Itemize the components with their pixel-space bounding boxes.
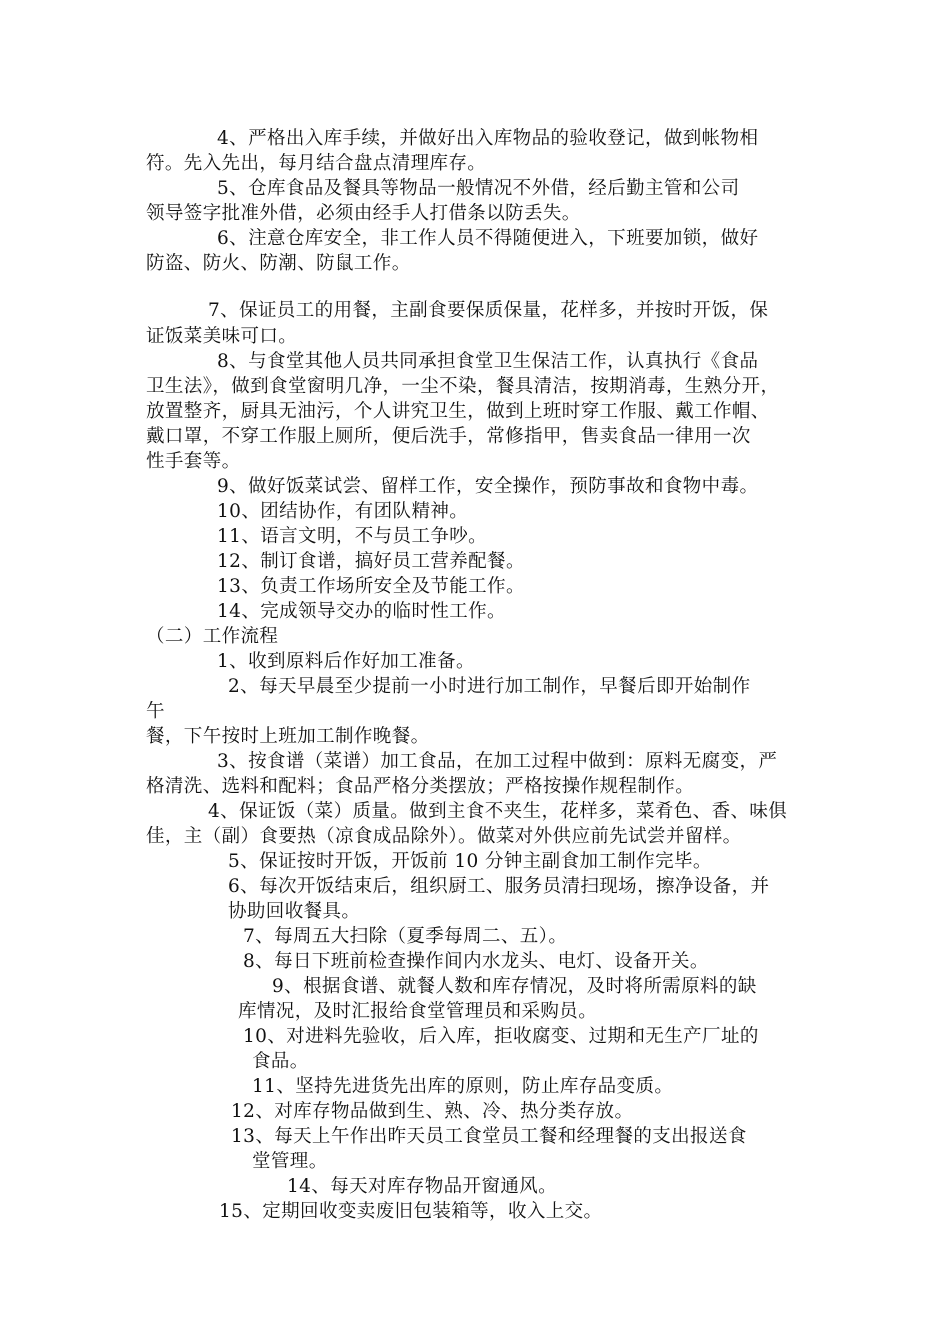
text-line: 戴口罩，不穿工作服上厕所，便后洗手，常修指甲，售卖食品一律用一次 [146,426,751,447]
text-line: 12、制订食谱，搞好员工营养配餐。 [217,551,525,572]
text-line: 9、做好饭菜试尝、留样工作，安全操作，预防事故和食物中毒。 [217,476,759,497]
text-line: 10、团结协作，有团队精神。 [217,501,469,522]
text-line: 11、坚持先进货先出库的原则，防止库存品变质。 [252,1076,674,1097]
text-line: 格清洗、选料和配料；食品严格分类摆放；严格按操作规程制作。 [146,776,695,797]
text-line: 8、每日下班前检查操作间内水龙头、电灯、设备开关。 [243,951,709,972]
text-line: 卫生法》，做到食堂窗明几净，一尘不染，餐具清洁，按期消毒，生熟分开， [146,376,780,397]
text-line: 佳，主（副）食要热（凉食成品除外）。做菜对外供应前先试尝并留样。 [146,826,742,847]
text-line: 7、保证员工的用餐，主副食要保质保量，花样多，并按时开饭，保 [208,300,769,321]
text-line: 午 [146,701,165,722]
text-line: 2、每天早晨至少提前一小时进行加工制作，早餐后即开始制作 [228,676,751,697]
text-line: 防盗、防火、防潮、防鼠工作。 [146,253,411,274]
text-line: 10、对进料先验收，后入库，拒收腐变、过期和无生产厂址的 [243,1026,759,1047]
text-line: 符。先入先出，每月结合盘点清理库存。 [146,153,487,174]
text-line: 证饭菜美味可口。 [146,326,298,347]
text-line: 4、严格出入库手续，并做好出入库物品的验收登记，做到帐物相 [217,128,759,149]
text-line: 堂管理。 [252,1151,328,1172]
text-line: 协助回收餐具。 [228,901,361,922]
text-line: 放置整齐，厨具无油污，个人讲究卫生，做到上班时穿工作服、戴工作帽、 [146,401,770,422]
text-line: 4、保证饭（菜）质量。做到主食不夹生，花样多，菜肴色、香、味俱 [208,801,788,822]
text-line: 9、根据食谱、就餐人数和库存情况，及时将所需原料的缺 [272,976,757,997]
text-line: 1、收到原料后作好加工准备。 [217,651,475,672]
text-line: 领导签字批准外借，必须由经手人打借条以防丢失。 [146,203,581,224]
text-line: 餐，下午按时上班加工制作晚餐。 [146,726,430,747]
text-line: 6、每次开饭结束后，组织厨工、服务员清扫现场，擦净设备，并 [228,876,770,897]
text-line: 8、与食堂其他人员共同承担食堂卫生保洁工作，认真执行《食品 [217,351,759,372]
text-line: 5、保证按时开饭，开饭前 10 分钟主副食加工制作完毕。 [228,851,712,872]
text-line: 食品。 [252,1051,309,1072]
text-line: 7、每周五大扫除（夏季每周二、五）。 [243,926,568,947]
text-line: 13、负责工作场所安全及节能工作。 [217,576,525,597]
text-line: 13、每天上午作出昨天员工食堂员工餐和经理餐的支出报送食 [231,1126,747,1147]
text-line: 15、定期回收变卖废旧包装箱等，收入上交。 [219,1201,603,1222]
text-line: 12、对库存物品做到生、熟、冷、热分类存放。 [231,1101,634,1122]
text-line: 6、注意仓库安全，非工作人员不得随便进入，下班要加锁，做好 [217,228,759,249]
text-line: 11、语言文明，不与员工争吵。 [217,526,488,547]
text-line: 库情况，及时汇报给食堂管理员和采购员。 [238,1001,598,1022]
section-heading: （二）工作流程 [146,626,279,647]
text-line: 5、仓库食品及餐具等物品一般情况不外借，经后勤主管和公司 [217,178,740,199]
text-line: 14、完成领导交办的临时性工作。 [217,601,506,622]
text-line: 3、按食谱（菜谱）加工食品，在加工过程中做到：原料无腐变，严 [217,751,778,772]
text-line: 性手套等。 [146,451,241,472]
text-line: 14、每天对库存物品开窗通风。 [287,1176,558,1197]
